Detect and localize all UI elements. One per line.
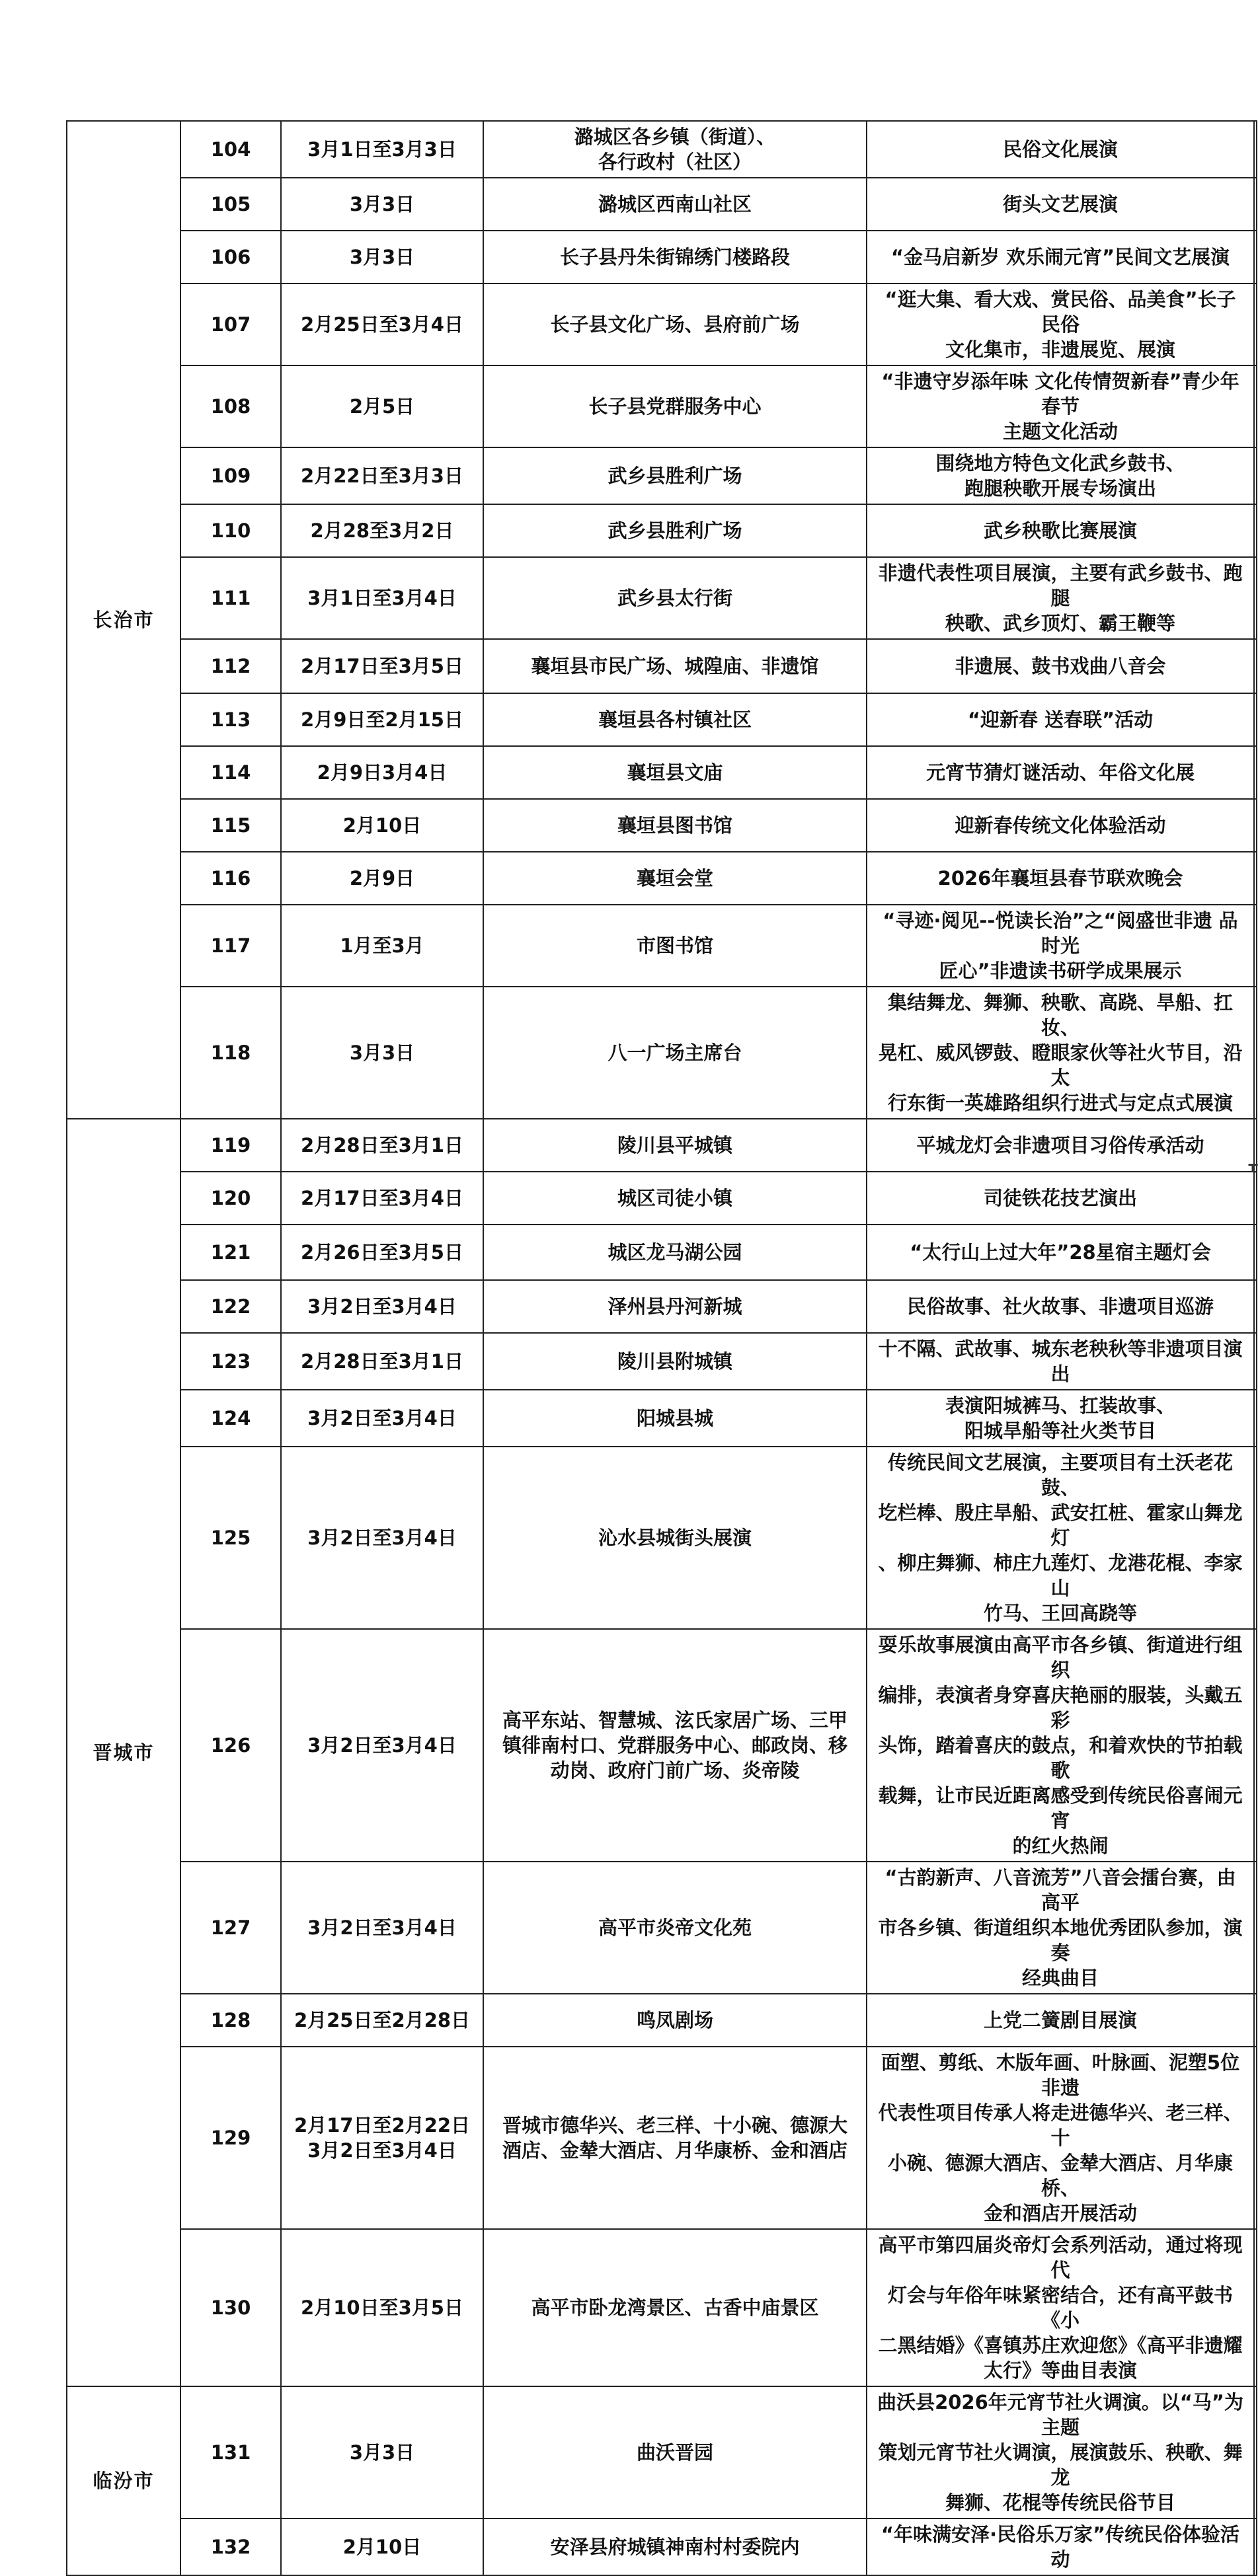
table-row [67,905,1257,987]
date-cell: 2月9日至2月15日 [281,693,483,746]
event-cell: 街头文艺展演 [867,178,1254,231]
clipped-column-cell [1254,1225,1257,1280]
date-cell: 3月1日至3月3日 [281,121,483,178]
row-number-cell: 126 [180,1629,281,1862]
city-cell: 晋城市 [67,1119,180,2386]
city-cell: 长治市 [67,121,180,1119]
clipped-column-cell [1254,504,1257,557]
row-number-cell: 107 [180,284,281,365]
date-cell: 3月2日至3月4日 [281,1447,483,1629]
table-row [67,2519,1257,2575]
row-number-cell: 123 [180,1333,281,1390]
row-number-cell: 108 [180,365,281,447]
table-row [67,799,1257,852]
event-cell: 民俗故事、社火故事、非遗项目巡游 [867,1280,1254,1333]
row-number-cell: 127 [180,1862,281,1994]
table-row [67,2047,1257,2229]
table-row [67,504,1257,557]
event-cell: 集结舞龙、舞狮、秧歌、高跷、旱船、扛妆、 晃杠、威风锣鼓、瞪眼家伙等社火节目，沿太 行东街一英雄路组织行进式与定点式展演 [867,987,1254,1119]
date-cell: 3月2日至3月4日 [281,1280,483,1333]
clipped-column-cell [1254,2386,1257,2519]
clipped-column-cell [1254,178,1257,231]
event-cell: “太行山上过大年”28星宿主题灯会 [867,1225,1254,1280]
clipped-column-cell [1254,1172,1257,1225]
row-number-cell: 120 [180,1172,281,1225]
row-number-cell: 110 [180,504,281,557]
location-cell: 武乡县太行街 [483,557,867,639]
clipped-column-cell [1254,1629,1257,1862]
location-cell: 城区司徒小镇 [483,1172,867,1225]
event-cell: “迎新春 送春联”活动 [867,693,1254,746]
location-cell: 襄垣县图书馆 [483,799,867,852]
table-row [67,447,1257,504]
table-row [67,639,1257,693]
table-row [67,1629,1257,1862]
location-cell: 市图书馆 [483,905,867,987]
event-cell: 曲沃县2026年元宵节社火调演。以“马”为主题 策划元宵节社火调演，展演鼓乐、秧歌、舞龙 舞狮、花棍等传统民俗节目 [867,2386,1254,2519]
date-cell: 3月2日至3月4日 [281,1390,483,1447]
row-number-cell: 109 [180,447,281,504]
clipped-column-cell [1254,905,1257,987]
date-cell: 2月17日至3月5日 [281,639,483,693]
date-cell: 2月17日至2月22日 3月2日至3月4日 [281,2047,483,2229]
location-cell: 晋城市德华兴、老三样、十小碗、德源大 酒店、金辇大酒店、月华康桥、金和酒店 [483,2047,867,2229]
date-cell: 2月10日至3月5日 [281,2229,483,2386]
location-cell: 高平东站、智慧城、泫氏家居广场、三甲 镇徘南村口、党群服务中心、邮政岗、移 动岗、政府门前广场、炎帝陵 [483,1629,867,1862]
table-row [67,693,1257,746]
clipped-column-cell [1254,2229,1257,2386]
date-cell: 2月28日至3月1日 [281,1333,483,1390]
location-cell: 武乡县胜利广场 [483,504,867,557]
date-cell: 3月3日 [281,231,483,284]
event-cell: 非遗展、鼓书戏曲八音会 [867,639,1254,693]
row-number-cell: 131 [180,2386,281,2519]
event-cell: 武乡秧歌比赛展演 [867,504,1254,557]
date-cell: 3月2日至3月4日 [281,1629,483,1862]
clipped-column-cell [1254,693,1257,746]
clipped-column-cell [1254,799,1257,852]
table-row [67,852,1257,905]
event-cell: 司徒铁花技艺演出 [867,1172,1254,1225]
table-row [67,365,1257,447]
event-cell: 民俗文化展演 [867,121,1254,178]
event-cell: 表演阳城裤马、扛装故事、 阳城旱船等社火类节目 [867,1390,1254,1447]
event-cell: 十不隔、武故事、城东老秧秋等非遗项目演出 [867,1333,1254,1390]
location-cell: 泽州县丹河新城 [483,1280,867,1333]
date-cell: 2月10日 [281,2519,483,2575]
date-cell: 2月17日至3月4日 [281,1172,483,1225]
date-cell: 2月5日 [281,365,483,447]
event-cell: “古韵新声、八音流芳”八音会擂台赛，由高平 市各乡镇、街道组织本地优秀团队参加，演奏 经典曲目 [867,1862,1254,1994]
clipped-column-cell [1254,1994,1257,2047]
table-row [67,1225,1257,1280]
table-row [67,1333,1257,1390]
row-number-cell: 122 [180,1280,281,1333]
row-number-cell: 112 [180,639,281,693]
clipped-column-cell [1254,231,1257,284]
date-cell: 2月25日至2月28日 [281,1994,483,2047]
clipped-column-cell [1254,1333,1257,1390]
clipped-column-cell [1254,639,1257,693]
location-cell: 高平市卧龙湾景区、古香中庙景区 [483,2229,867,2386]
event-cell: 上党二簧剧目展演 [867,1994,1254,2047]
clipped-column-cell [1254,284,1257,365]
table-row [67,2229,1257,2386]
location-cell: 城区龙马湖公园 [483,1225,867,1280]
date-cell: 2月10日 [281,799,483,852]
row-number-cell: 121 [180,1225,281,1280]
event-cell: “金马启新岁 欢乐闹元宵”民间文艺展演 [867,231,1254,284]
location-cell: 陵川县平城镇 [483,1119,867,1172]
date-cell: 1月至3月 [281,905,483,987]
date-cell: 3月2日至3月4日 [281,1862,483,1994]
date-cell: 2月9日3月4日 [281,746,483,799]
date-cell: 3月3日 [281,987,483,1119]
clipped-column-cell [1254,557,1257,639]
row-number-cell: 105 [180,178,281,231]
clipped-column-cell [1254,1280,1257,1333]
table-row [67,1119,1257,1172]
event-cell: 面塑、剪纸、木版年画、叶脉画、泥塑5位非遗 代表性项目传承人将走进德华兴、老三样、十 小碗、德源大酒店、金辇大酒店、月华康桥、 金和酒店开展活动 [867,2047,1254,2229]
clipped-column-cell [1254,1447,1257,1629]
event-cell: 耍乐故事展演由高平市各乡镇、街道进行组织 编排，表演者身穿喜庆艳丽的服装，头戴五彩 头饰，踏着喜庆的鼓点，和着欢快的节拍载歌 载舞，让市民近距离感受到传统民俗喜闹元宵 的红火热闹 [867,1629,1254,1862]
event-cell: 平城龙灯会非遗项目习俗传承活动 [867,1119,1254,1172]
date-cell: 2月9日 [281,852,483,905]
table-row [67,557,1257,639]
event-cell: 2026年襄垣县春节联欢晚会 [867,852,1254,905]
table-row [67,1447,1257,1629]
date-cell: 3月3日 [281,178,483,231]
clipped-column-cell [1254,852,1257,905]
table-row [67,2386,1257,2519]
row-number-cell: 111 [180,557,281,639]
event-cell: “年味满安泽·民俗乐万家”传统民俗体验活动 [867,2519,1254,2575]
row-number-cell: 132 [180,2519,281,2575]
clipped-column-cell [1254,987,1257,1119]
date-cell: 2月25日至3月4日 [281,284,483,365]
location-cell: 高平市炎帝文化苑 [483,1862,867,1994]
row-number-cell: 116 [180,852,281,905]
row-number-cell: 117 [180,905,281,987]
location-cell: 襄垣县市民广场、城隍庙、非遗馆 [483,639,867,693]
date-cell: 2月28至3月2日 [281,504,483,557]
date-cell: 2月28日至3月1日 [281,1119,483,1172]
event-cell: “寻迹·阅见--悦读长治”之“阅盛世非遗 品时光 匠心”非遗读书研学成果展示 [867,905,1254,987]
event-cell: 迎新春传统文化体验活动 [867,799,1254,852]
date-cell: 2月26日至3月5日 [281,1225,483,1280]
date-cell: 3月3日 [281,2386,483,2519]
clipped-column-cell [1254,121,1257,178]
clipped-column-cell [1254,746,1257,799]
location-cell: 潞城区西南山社区 [483,178,867,231]
location-cell: 潞城区各乡镇（街道）、 各行政村（社区） [483,121,867,178]
table-row [67,1994,1257,2047]
event-cell: 高平市第四届炎帝灯会系列活动，通过将现代 灯会与年俗年味紧密结合，还有高平鼓书《小 二黑结婚》《喜镇苏庄欢迎您》《高平非遗耀 太行》等曲目表演 [867,2229,1254,2386]
event-cell: 传统民间文艺展演，主要项目有土沃老花鼓、 圪栏棒、殷庄旱船、武安扛桩、霍家山舞龙灯 、柳庄舞狮、柿庄九莲灯、龙港花棍、李家山 竹马、王回高跷等 [867,1447,1254,1629]
event-cell: 围绕地方特色文化武乡鼓书、 跑腿秧歌开展专场演出 [867,447,1254,504]
city-cell: 临汾市 [67,2386,180,2575]
row-number-cell: 118 [180,987,281,1119]
clipped-column-cell [1254,2047,1257,2229]
table-row [67,1172,1257,1225]
location-cell: 陵川县附城镇 [483,1333,867,1390]
clipped-column-cell [1254,1862,1257,1994]
clipped-column-cell [1254,1390,1257,1447]
location-cell: 襄垣县文庙 [483,746,867,799]
clipped-column-cell [1254,2519,1257,2575]
clipped-column-cell [1254,447,1257,504]
row-number-cell: 130 [180,2229,281,2386]
location-cell: 沁水县城街头展演 [483,1447,867,1629]
table-row [67,284,1257,365]
event-cell: “非遗守岁添年味 文化传情贺新春”青少年春节 主题文化活动 [867,365,1254,447]
event-cell: “逛大集、看大戏、赏民俗、品美食”长子民俗 文化集市，非遗展览、展演 [867,284,1254,365]
location-cell: 武乡县胜利广场 [483,447,867,504]
row-number-cell: 113 [180,693,281,746]
table-row [67,987,1257,1119]
event-cell: 元宵节猜灯谜活动、年俗文化展 [867,746,1254,799]
location-cell: 长子县党群服务中心 [483,365,867,447]
location-cell: 襄垣会堂 [483,852,867,905]
location-cell: 安泽县府城镇神南村村委院内 [483,2519,867,2575]
table-row [67,1390,1257,1447]
event-cell: 非遗代表性项目展演，主要有武乡鼓书、跑腿 秧歌、武乡顶灯、霸王鞭等 [867,557,1254,639]
row-number-cell: 106 [180,231,281,284]
row-number-cell: 125 [180,1447,281,1629]
location-cell: 曲沃晋园 [483,2386,867,2519]
date-cell: 3月1日至3月4日 [281,557,483,639]
location-cell: 长子县丹朱街锦绣门楼路段 [483,231,867,284]
row-number-cell: 128 [180,1994,281,2047]
location-cell: 长子县文化广场、县府前广场 [483,284,867,365]
date-cell: 2月22日至3月3日 [281,447,483,504]
location-cell: 阳城县城 [483,1390,867,1447]
row-number-cell: 114 [180,746,281,799]
row-number-cell: 115 [180,799,281,852]
table-row [67,178,1257,231]
row-number-cell: 129 [180,2047,281,2229]
table-row [67,746,1257,799]
location-cell: 鸣凤剧场 [483,1994,867,2047]
row-number-cell: 104 [180,121,281,178]
table-row [67,1862,1257,1994]
table-row [67,1280,1257,1333]
row-number-cell: 119 [180,1119,281,1172]
location-cell: 襄垣县各村镇社区 [483,693,867,746]
clipped-column-cell [1254,365,1257,447]
table-row [67,231,1257,284]
table-row [67,121,1257,178]
location-cell: 八一广场主席台 [483,987,867,1119]
edge-glyph: τ [1248,1158,1258,1176]
events-table [66,120,1257,2576]
row-number-cell: 124 [180,1390,281,1447]
